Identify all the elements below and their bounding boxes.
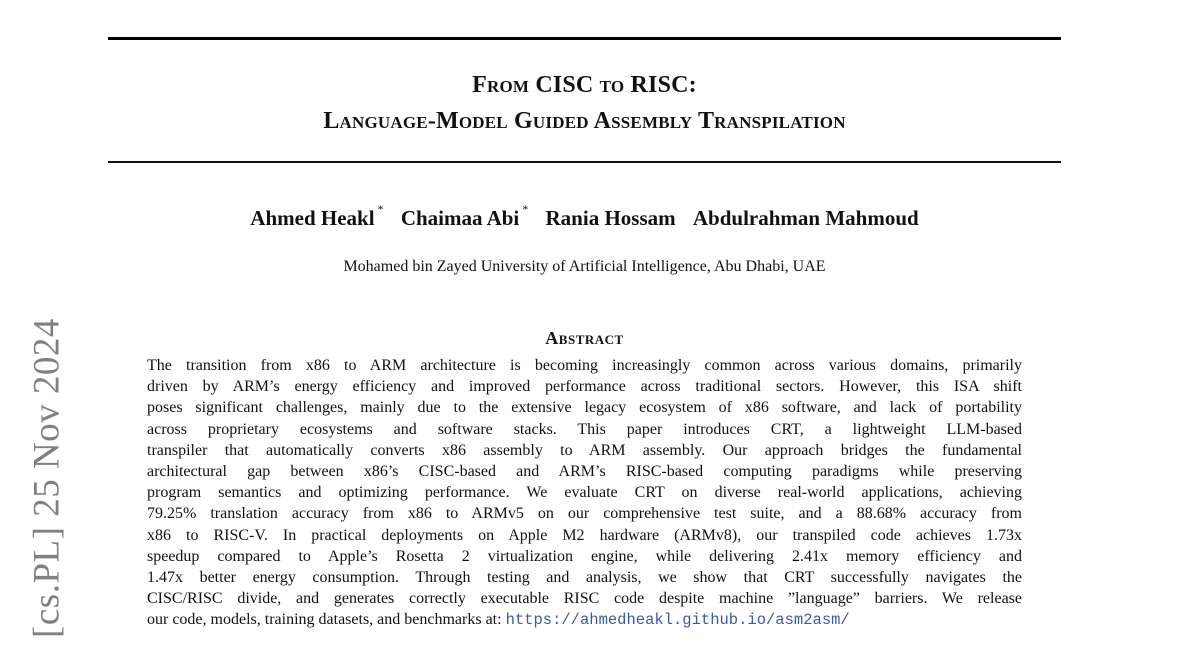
abstract-line: transpiler that automatically converts x86 assembly to ARM assembly. Our approach bridges the fundamental [147, 441, 1022, 459]
abstract-line: poses significant challenges, mainly due to the extensive legacy ecosystem of x86 software, and lack of portability [147, 399, 1022, 417]
title-bottom-rule [108, 161, 1061, 163]
paper-title-line-1: From CISC to RISC: [472, 72, 697, 98]
abstract-line: architectural gap between x86’s CISC-based and ARM’s RISC-based computing paradigms while preserving [147, 462, 1022, 480]
abstract-body [147, 355, 1022, 630]
arxiv-stamp-text: [cs.PL] 25 Nov 2024 [26, 317, 68, 638]
abstract-line: driven by ARM’s energy efficiency and improved performance across traditional sectors. However, this ISA shift [147, 378, 1022, 396]
author [546, 206, 676, 231]
author-name: Ahmed Heakl [250, 206, 375, 230]
author-name: Chaimaa Abi [400, 206, 520, 230]
abstract-heading: Abstract [545, 328, 624, 348]
author-list [108, 202, 1061, 231]
arxiv-identifier-stamp [22, 307, 72, 648]
author-name: Abdulrahman Mahmoud [692, 206, 919, 230]
abstract-line: x86 to RISC-V. In practical deployments on Apple M2 hardware (ARMv8), our transpiled code achieves 1.73x [147, 526, 1022, 544]
abstract-line: across proprietary ecosystems and software stacks. This paper introduces CRT, a lightweight LLM-based [147, 420, 1022, 438]
abstract-line: 79.25% translation accuracy from x86 to ARMv5 on our comprehensive test suite, and a 88.68% accuracy from [147, 505, 1022, 523]
title-top-rule [108, 37, 1061, 40]
abstract-last-line-text: our code, models, training datasets, and benchmarks at: [147, 611, 506, 629]
abstract-line: CISC/RISC divide, and generates correctly executable RISC code despite machine ”language” barriers. We release [147, 590, 1022, 608]
equal-contribution-mark: * [377, 202, 384, 216]
author [250, 202, 384, 231]
abstract-line: The transition from x86 to ARM architecture is becoming increasingly common across various domains, primarily [147, 357, 1022, 374]
abstract-last-line [147, 609, 1022, 630]
paper-title-line-2: Language-Model Guided Assembly Transpilation [323, 108, 846, 134]
abstract-line: speedup compared to Apple’s Rosetta 2 virtualization engine, while delivering 2.41x memory efficiency and [147, 547, 1022, 565]
author [693, 206, 919, 231]
affiliation: Mohamed bin Zayed University of Artificial Intelligence, Abu Dhabi, UAE [343, 258, 826, 275]
equal-contribution-mark: * [522, 202, 529, 216]
project-page-link[interactable]: https://ahmedheakl.github.io/asm2asm/ [505, 611, 850, 630]
abstract-line: 1.47x better energy consumption. Through testing and analysis, we show that CRT successfully navigates the [147, 568, 1022, 586]
author [400, 202, 529, 231]
author-name: Rania Hossam [545, 206, 676, 230]
abstract-line: program semantics and optimizing performance. We evaluate CRT on diverse real-world applications, achieving [147, 484, 1022, 502]
